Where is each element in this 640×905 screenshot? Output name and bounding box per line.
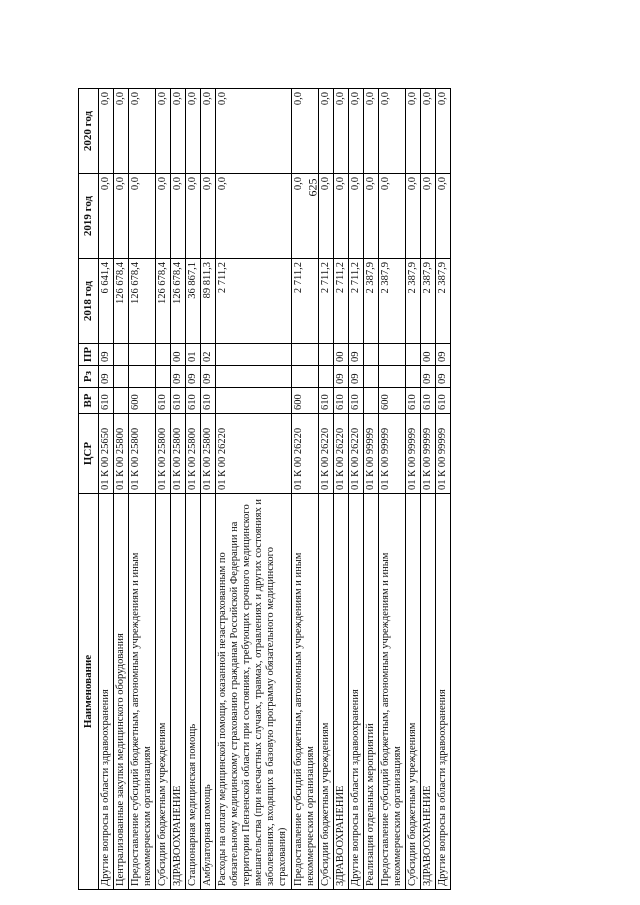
cell-2019: 0,0 (406, 174, 421, 259)
cell-name: Централизованные закупки медицинского оборудования (113, 494, 128, 890)
cell-rz: 09 (201, 366, 216, 388)
table-row (348, 89, 363, 890)
page-number: 625 (305, 178, 320, 197)
cell-2018: 126 678,4 (113, 259, 128, 344)
cell-2020: 0,0 (201, 89, 216, 174)
cell-vr: 610 (201, 388, 216, 414)
header-pr: ПР (79, 344, 99, 366)
header-vr: ВР (79, 388, 99, 414)
table-row (378, 89, 405, 890)
cell-csr: 01 К 00 25800 (170, 414, 185, 494)
cell-2020: 0,0 (436, 89, 451, 174)
table-row (421, 89, 436, 890)
cell-rz: 09 (186, 366, 201, 388)
cell-2020: 0,0 (186, 89, 201, 174)
cell-rz: 09 (436, 366, 451, 388)
cell-rz: 09 (98, 366, 113, 388)
cell-csr: 01 К 00 25650 (98, 414, 113, 494)
cell-2020: 0,0 (421, 89, 436, 174)
cell-pr (406, 344, 421, 366)
cell-2018: 2 711,2 (216, 259, 291, 344)
cell-pr (318, 344, 333, 366)
cell-2019: 0,0 (348, 174, 363, 259)
cell-2018: 2 387,9 (378, 259, 405, 344)
cell-2019: 0,0 (98, 174, 113, 259)
cell-csr: 01 К 00 26220 (333, 414, 348, 494)
cell-pr (113, 344, 128, 366)
cell-2019: 0,0 (291, 174, 318, 259)
cell-2019: 0,0 (170, 174, 185, 259)
cell-csr: 01 К 00 26220 (348, 414, 363, 494)
header-csr: ЦСР (79, 414, 99, 494)
cell-2020: 0,0 (216, 89, 291, 174)
table-row (406, 89, 421, 890)
table-row (113, 89, 128, 890)
table-row (155, 89, 170, 890)
cell-pr: 00 (421, 344, 436, 366)
cell-vr: 600 (291, 388, 318, 414)
cell-vr: 610 (406, 388, 421, 414)
cell-vr (113, 388, 128, 414)
cell-csr: 01 К 00 26220 (216, 414, 291, 494)
cell-vr: 610 (333, 388, 348, 414)
table-row (318, 89, 333, 890)
cell-2020: 0,0 (170, 89, 185, 174)
cell-name: Предоставление субсидий бюджетным, автономным учреждениям и иным некоммерческим организациям (378, 494, 405, 890)
cell-vr: 610 (421, 388, 436, 414)
cell-2019: 0,0 (128, 174, 155, 259)
cell-2020: 0,0 (98, 89, 113, 174)
cell-pr (128, 344, 155, 366)
cell-name: Субсидии бюджетным учреждениям (318, 494, 333, 890)
cell-vr (216, 388, 291, 414)
cell-name: Амбулаторная помощь (201, 494, 216, 890)
cell-name: Субсидии бюджетным учреждениям (155, 494, 170, 890)
cell-csr: 01 К 00 99999 (406, 414, 421, 494)
cell-vr: 610 (348, 388, 363, 414)
cell-pr (291, 344, 318, 366)
cell-name: Предоставление субсидий бюджетным, автономным учреждениям и иным некоммерческим организациям (128, 494, 155, 890)
budget-table (78, 88, 451, 890)
cell-rz: 09 (348, 366, 363, 388)
cell-csr: 01 К 00 99999 (436, 414, 451, 494)
cell-2018: 126 678,4 (128, 259, 155, 344)
cell-2020: 0,0 (348, 89, 363, 174)
cell-2019: 0,0 (318, 174, 333, 259)
cell-csr: 01 К 00 25800 (128, 414, 155, 494)
cell-pr: 00 (170, 344, 185, 366)
cell-rz (291, 366, 318, 388)
cell-csr: 01 К 00 99999 (421, 414, 436, 494)
table-row (201, 89, 216, 890)
cell-vr: 610 (98, 388, 113, 414)
table-header-row (79, 89, 99, 890)
cell-rz: 09 (170, 366, 185, 388)
cell-2020: 0,0 (318, 89, 333, 174)
cell-rz (363, 366, 378, 388)
cell-name: Расходы на оплату медицинской помощи, оказанной незастрахованным по обязательному медицинскому страхованию гражданам Российской Федерации на территории Пензенской области при состояниях, требующих срочного медицинского вмешательства (при несчастных случаях, травмах, отравлениях и других состояниях и заболеваниях, входящих в базовую программу обязательного медицинского страхования) (216, 494, 291, 890)
cell-2018: 2 711,2 (333, 259, 348, 344)
cell-rz (155, 366, 170, 388)
cell-name: Стационарная медицинская помощь (186, 494, 201, 890)
cell-2020: 0,0 (406, 89, 421, 174)
cell-name: Другие вопросы в области здравоохранения (98, 494, 113, 890)
cell-rz (378, 366, 405, 388)
table-row (186, 89, 201, 890)
cell-rz (216, 366, 291, 388)
cell-name: Субсидии бюджетным учреждениям (406, 494, 421, 890)
cell-csr: 01 К 00 25800 (155, 414, 170, 494)
table-row (436, 89, 451, 890)
table-row (170, 89, 185, 890)
cell-rz (113, 366, 128, 388)
cell-csr: 01 К 00 26220 (291, 414, 318, 494)
cell-2020: 0,0 (128, 89, 155, 174)
cell-2019: 0,0 (155, 174, 170, 259)
cell-rz: 09 (333, 366, 348, 388)
cell-2018: 2 387,9 (436, 259, 451, 344)
cell-2019: 0,0 (216, 174, 291, 259)
cell-pr (378, 344, 405, 366)
cell-pr: 09 (436, 344, 451, 366)
cell-2019: 0,0 (363, 174, 378, 259)
cell-pr (363, 344, 378, 366)
cell-vr: 600 (378, 388, 405, 414)
cell-pr: 00 (333, 344, 348, 366)
cell-name: Другие вопросы в области здравоохранения (348, 494, 363, 890)
cell-2019: 0,0 (333, 174, 348, 259)
cell-2020: 0,0 (155, 89, 170, 174)
cell-name: Реализация отдельных мероприятий (363, 494, 378, 890)
cell-2019: 0,0 (421, 174, 436, 259)
cell-vr: 610 (186, 388, 201, 414)
cell-2019: 0,0 (113, 174, 128, 259)
cell-2020: 0,0 (113, 89, 128, 174)
header-2020: 2020 год (79, 89, 99, 174)
cell-2019: 0,0 (378, 174, 405, 259)
cell-2018: 2 711,2 (318, 259, 333, 344)
cell-2018: 2 711,2 (291, 259, 318, 344)
cell-rz (406, 366, 421, 388)
cell-name: ЗДРАВООХРАНЕНИЕ (333, 494, 348, 890)
cell-pr: 09 (348, 344, 363, 366)
cell-csr: 01 К 00 26220 (318, 414, 333, 494)
cell-csr: 01 К 00 25800 (186, 414, 201, 494)
header-2018: 2018 год (79, 259, 99, 344)
table-row (333, 89, 348, 890)
cell-vr: 600 (128, 388, 155, 414)
cell-csr: 01 К 00 99999 (363, 414, 378, 494)
header-2019: 2019 год (79, 174, 99, 259)
cell-name: Другие вопросы в области здравоохранения (436, 494, 451, 890)
cell-2018: 2 387,9 (421, 259, 436, 344)
table-body (98, 89, 451, 890)
table-row (363, 89, 378, 890)
cell-2019: 0,0 (201, 174, 216, 259)
table-row (98, 89, 113, 890)
cell-2020: 0,0 (378, 89, 405, 174)
header-name: Наименование (79, 494, 99, 890)
cell-pr: 09 (98, 344, 113, 366)
cell-2020: 0,0 (363, 89, 378, 174)
cell-csr: 01 К 00 25800 (113, 414, 128, 494)
cell-vr: 610 (155, 388, 170, 414)
cell-pr (216, 344, 291, 366)
cell-pr: 01 (186, 344, 201, 366)
cell-2020: 0,0 (291, 89, 318, 174)
cell-name: ЗДРАВООХРАНЕНИЕ (421, 494, 436, 890)
cell-2018: 2 387,9 (406, 259, 421, 344)
cell-rz (318, 366, 333, 388)
cell-rz (128, 366, 155, 388)
rotated-table-wrapper (78, 90, 498, 890)
cell-2018: 2 387,9 (363, 259, 378, 344)
cell-2018: 89 811,3 (201, 259, 216, 344)
cell-2020: 0,0 (333, 89, 348, 174)
cell-csr: 01 К 00 25800 (201, 414, 216, 494)
cell-vr: 610 (170, 388, 185, 414)
cell-vr (363, 388, 378, 414)
cell-2019: 0,0 (186, 174, 201, 259)
table-row (216, 89, 291, 890)
cell-rz: 09 (421, 366, 436, 388)
cell-2018: 6 641,4 (98, 259, 113, 344)
cell-2018: 36 867,1 (186, 259, 201, 344)
cell-2018: 126 678,4 (155, 259, 170, 344)
cell-pr: 02 (201, 344, 216, 366)
cell-2018: 2 711,2 (348, 259, 363, 344)
cell-vr: 610 (436, 388, 451, 414)
cell-2019: 0,0 (436, 174, 451, 259)
header-rz: Рз (79, 366, 99, 388)
table-row (291, 89, 318, 890)
cell-name: Предоставление субсидий бюджетным, автономным учреждениям и иным некоммерческим организациям (291, 494, 318, 890)
cell-name: ЗДРАВООХРАНЕНИЕ (170, 494, 185, 890)
cell-pr (155, 344, 170, 366)
table-row (128, 89, 155, 890)
cell-csr: 01 К 00 99999 (378, 414, 405, 494)
cell-2018: 126 678,4 (170, 259, 185, 344)
cell-vr: 610 (318, 388, 333, 414)
